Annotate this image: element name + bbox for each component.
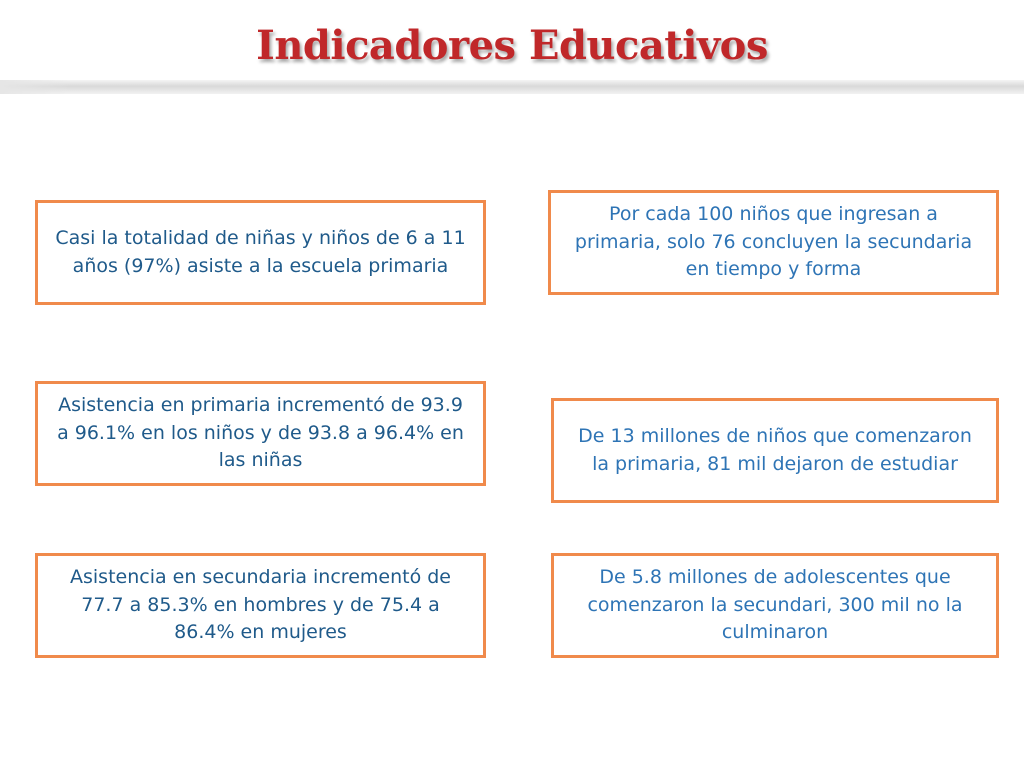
indicator-text: Asistencia en secundaria incrementó de 77.7 a 85.3% en hombres y de 75.4 a 86.4% en mujeres	[70, 566, 451, 644]
indicator-text: Asistencia en primaria incrementó de 93.9 a 96.1% en los niños y de 93.8 a 96.4% en las niñas	[57, 394, 464, 472]
indicator-card-primary-increase	[35, 381, 486, 486]
indicator-card-completion-rate	[548, 190, 999, 295]
indicator-text: De 5.8 millones de adolescentes que comenzaron la secundari, 300 mil no la culminaron	[587, 566, 963, 644]
title-divider	[0, 80, 1024, 94]
indicator-text: Por cada 100 niños que ingresan a primaria, solo 76 concluyen la secundaria en tiempo y forma	[574, 203, 973, 281]
indicator-card-primary-dropout	[551, 398, 999, 503]
indicator-card-secondary-dropout	[551, 553, 999, 658]
indicator-text: De 13 millones de niños que comenzaron la primaria, 81 mil dejaron de estudiar	[578, 424, 972, 475]
slide-title: Indicadores Educativos	[256, 22, 768, 69]
indicator-text: Casi la totalidad de niñas y niños de 6 a 11 años (97%) asiste a la escuela primaria	[55, 226, 466, 277]
title-divider-fade	[0, 80, 70, 94]
indicator-card-primary-attendance	[35, 200, 486, 305]
indicator-card-secondary-increase	[35, 553, 486, 658]
